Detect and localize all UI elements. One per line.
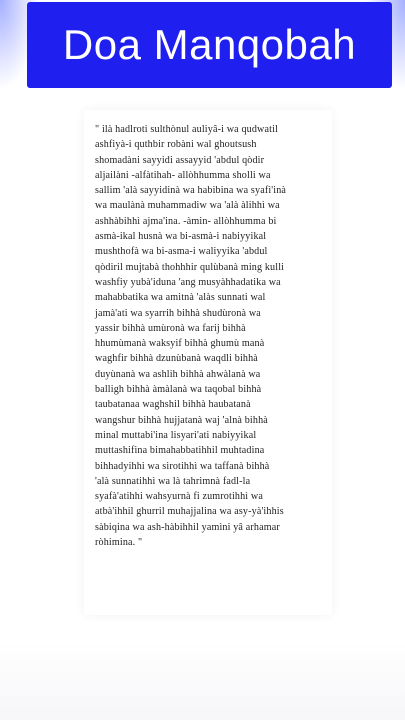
text-line: jamà'ati wa syarrih bihhà shudùronà wa bbox=[95, 307, 261, 319]
text-line: syafà'atihhi wahsyurnà fi zumrotihhì wa bbox=[95, 491, 264, 503]
text-line: shomadàni sayyidi assayyid 'abdul qòdir bbox=[95, 154, 265, 166]
text-line: bihhadyihhi wa sirotihhì wa taffanà bihhà bbox=[95, 460, 270, 472]
page-title: Doa Manqobah bbox=[62, 21, 357, 68]
text-line: minal muttabi'ina lisyari'ati nabiyyikal bbox=[95, 429, 257, 441]
text-line: ròhimina. " bbox=[95, 537, 143, 549]
text-line: wa maulànà muhammadiw wa 'alà àlihhì wa bbox=[95, 200, 280, 212]
text-line: taubatanaa waghshil bihhà haubatanà bbox=[95, 399, 251, 411]
text-line: " ilà hadlroti sulthònul auliyâ-i wa qudwatil bbox=[95, 124, 278, 135]
text-line: asmà-ikal husnà wa bi-asmà-i nabiyyikal bbox=[95, 231, 267, 243]
text-line: sallim 'alà sayyidinà wa habìbina wa syafì'inà bbox=[95, 185, 287, 197]
title-banner bbox=[27, 2, 392, 88]
text-line: muttashifina bimahabbatihhil muhtadina bbox=[95, 445, 265, 457]
text-line: waghfir bihhà dzunùbanà waqdli bihhà bbox=[95, 353, 258, 365]
text-line: duyùnanà wa ashlih bihhà ahwàlanà wa bbox=[95, 368, 261, 380]
text-line: qòdiril mujtabà thohhhir qulùbanà ming kulli bbox=[95, 261, 285, 273]
text-line: mushthofà wa bi-asma-i waliyyika 'abdul bbox=[95, 246, 268, 258]
text-line: balligh bihhà àmàlanà wa taqobal bihhà bbox=[95, 384, 262, 396]
text-line: sàbiqina wa ash-hàbihhil yamìni yâ arhamar bbox=[95, 521, 280, 533]
text-line: mahabbatika wa amitnà 'alàs sunnati wal bbox=[95, 292, 266, 304]
bottom-fade bbox=[0, 640, 405, 720]
text-line: hhumùmanà waksyif bihhà ghumù manà bbox=[95, 338, 265, 350]
text-line: atbà'ihhil ghurril muhajjalina wa asy-yà'ihhis bbox=[95, 506, 284, 518]
text-line: 'alà sunnatihhì wa là tahrimnà fadl-la bbox=[95, 475, 251, 487]
text-line: washfiy yubà'iduna 'ang musyàhhadatika wa bbox=[95, 276, 281, 288]
text-line: aljailàni -alfàtihah- allòhhumma sholli wa bbox=[95, 169, 271, 181]
text-line: ashfiyà-i quthbir robàni wal ghoutsush bbox=[95, 139, 257, 151]
text-line: wangshur bihhà hujjatanà waj 'alnà bihhà bbox=[95, 414, 268, 426]
text-line: yassir bihhà umùronà wa farij bihhà bbox=[95, 322, 246, 334]
prayer-text bbox=[95, 122, 325, 550]
text-line: ashhàbihhì ajma'ina. -àmin- allòhhumma bi bbox=[95, 215, 277, 227]
